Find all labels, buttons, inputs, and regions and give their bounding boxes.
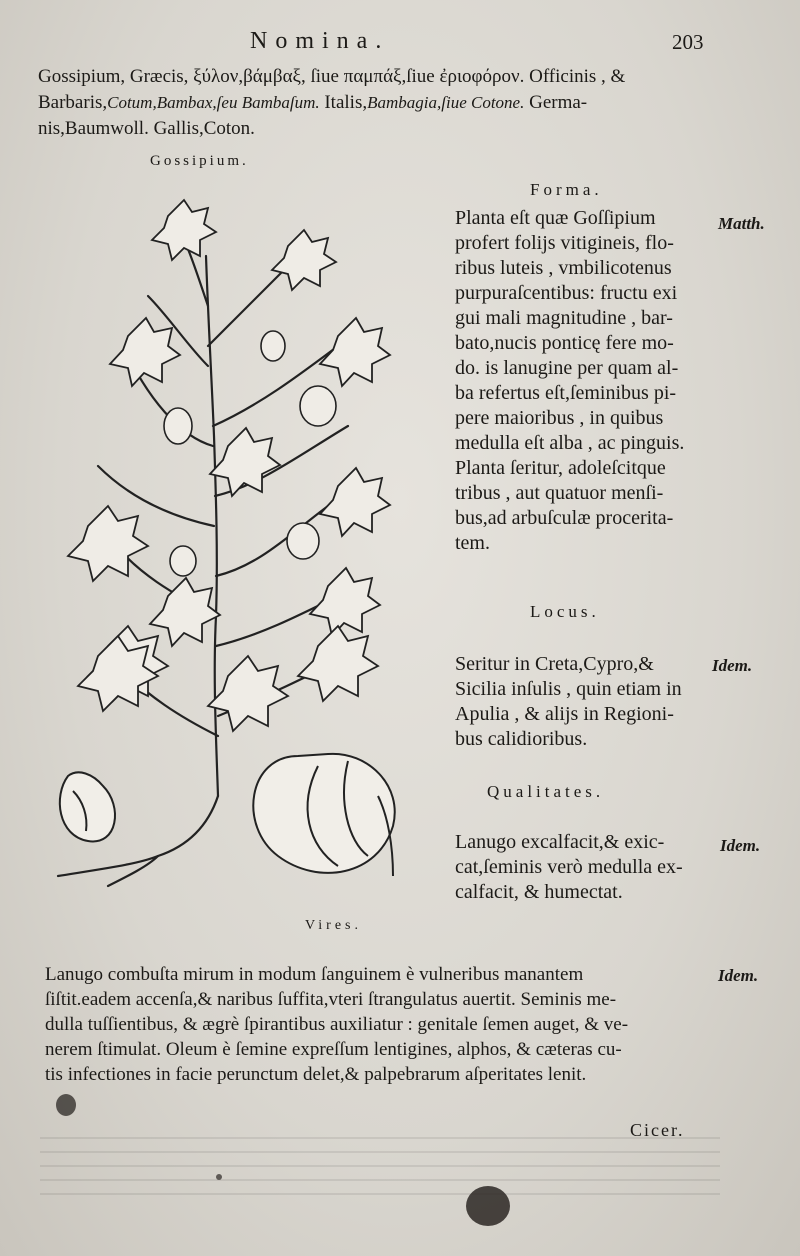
names-line-3: nis,Baumwoll. Gallis,Coton. — [38, 118, 255, 139]
ink-stain — [56, 1094, 76, 1116]
qualitates-heading: Qualitates. — [487, 782, 605, 801]
qualitates-line: Lanugo excalfacit,& exic- — [455, 831, 665, 853]
forma-line: do. is lanugine per quam al- — [455, 357, 679, 379]
catchword: Cicer. — [630, 1120, 685, 1140]
forma-line: Planta eſt quæ Goſſipium — [455, 207, 656, 229]
vires-line: Lanugo combuſta mirum in modum ſanguinem è vulneribus manantem — [45, 964, 584, 985]
ink-stain — [466, 1186, 510, 1226]
forma-line: Planta ſeritur, adoleſcitque — [455, 457, 666, 479]
margin-note-idem: Idem. — [712, 656, 753, 675]
margin-note-matth: Matth. — [718, 214, 765, 233]
forma-line: tem. — [455, 532, 490, 554]
forma-line: pere maioribus , in quibus — [455, 407, 664, 429]
locus-line: Apulia , & alijs in Regioni- — [455, 703, 674, 725]
forma-line: gui mali magnitudine , bar- — [455, 307, 673, 329]
qualitates-line: cat,ſeminis verò medulla ex- — [455, 856, 683, 878]
names-line-2-c: Italis, — [319, 92, 368, 113]
qualitates-text — [455, 830, 715, 905]
forma-line: profert folijs vitigineis, flo- — [455, 232, 674, 254]
vires-heading: Vires. — [305, 918, 362, 933]
locus-line: bus calidioribus. — [455, 728, 588, 750]
forma-line: ba refertus eſt,ſeminibus pi- — [455, 382, 677, 404]
cotton-plant-woodcut — [48, 196, 408, 896]
show-through-text — [40, 1135, 720, 1195]
ink-stain — [216, 1174, 222, 1180]
names-paragraph — [38, 64, 758, 142]
locus-line: Sicilia inſulis , quin etiam in — [455, 678, 682, 700]
forma-heading: Forma. — [530, 180, 603, 199]
vires-line: dulla tuſſientibus, & ægrè ſpirantibus auxiliatur : genitale ſemen auget, & ve- — [45, 1014, 629, 1035]
names-line-2-b: Cotum,Bambax,ſeu Bambaſum. — [107, 93, 320, 112]
vires-line: ſiſtit.eadem accenſa,& naribus ſuffita,vteri ſtrangulatus auertit. Seminis me- — [45, 989, 617, 1010]
vires-line: nerem ſtimulat. Oleum è ſemine expreſſum lentigines, alphos, & cæteras cu- — [45, 1039, 622, 1060]
margin-note-idem: Idem. — [720, 836, 761, 855]
forma-line: tribus , aut quatuor menſi- — [455, 482, 664, 504]
qualitates-line: calfacit, & humectat. — [455, 881, 623, 903]
names-line-2-d: Bambagia,ſiue Cotone. — [367, 93, 525, 112]
names-line-2 — [38, 90, 758, 116]
forma-line: medulla eſt alba , ac pinguis. — [455, 432, 685, 454]
locus-line: Seritur in Creta,Cypro,& — [455, 653, 654, 675]
vires-text — [45, 962, 705, 1087]
names-line-2-a: Barbaris, — [38, 92, 108, 113]
forma-line: bus,ad arbuſculæ procerita- — [455, 507, 674, 529]
forma-text — [455, 206, 715, 556]
running-head — [0, 28, 800, 58]
locus-text — [455, 652, 715, 752]
locus-heading: Locus. — [530, 602, 600, 621]
figure-caption: Gossipium. — [150, 153, 249, 169]
page-number: 203 — [672, 30, 704, 54]
page-title: Nomina. — [250, 28, 390, 54]
vires-line: tis infectiones in facie perunctum delet,& palpebrarum aſperitates lenit. — [45, 1064, 587, 1085]
forma-line: purpuraſcentibus: fructu exi — [455, 282, 678, 304]
names-line-1: Gossipium, Græcis, ξύλον,βάμβαξ, ſiue παμπάξ,ſiue ἐριοφόρον. Officinis , & — [38, 66, 626, 87]
forma-line: ribus luteis , vmbilicotenus — [455, 257, 672, 279]
names-line-2-e: Germa- — [524, 92, 588, 113]
margin-note-idem: Idem. — [718, 966, 759, 985]
forma-line: bato,nucis ponticę fere mo- — [455, 332, 674, 354]
